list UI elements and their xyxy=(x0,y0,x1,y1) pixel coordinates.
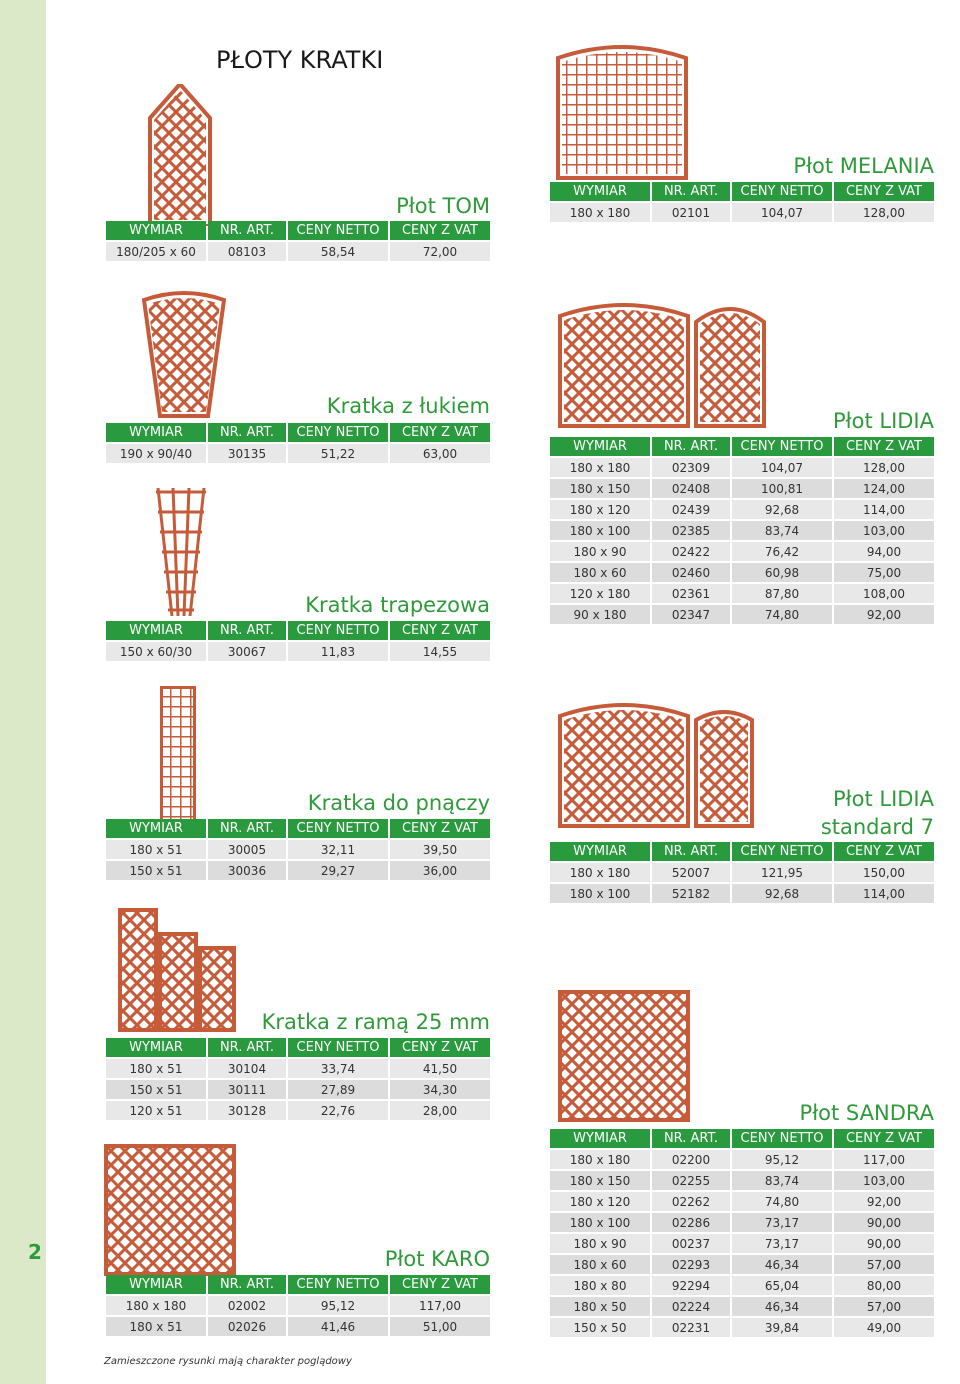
table-row xyxy=(550,1255,934,1274)
table-cell: 114,00 xyxy=(834,500,934,519)
kratka-lukiem-table xyxy=(104,421,492,465)
table-cell: 180 x 180 xyxy=(550,1150,650,1169)
table-cell: 121,95 xyxy=(732,863,832,882)
table-cell: 02408 xyxy=(652,479,730,498)
table-row xyxy=(550,500,934,519)
table-cell: 74,80 xyxy=(732,1192,832,1211)
table-cell: 39,84 xyxy=(732,1318,832,1337)
table-cell: 02439 xyxy=(652,500,730,519)
table-cell: 02286 xyxy=(652,1213,730,1232)
table-cell: 36,00 xyxy=(390,861,490,880)
table-cell: 34,30 xyxy=(390,1080,490,1099)
table-row xyxy=(550,203,934,222)
table-cell: 02200 xyxy=(652,1150,730,1169)
table-cell: 51,22 xyxy=(288,444,388,463)
table-cell: 94,00 xyxy=(834,542,934,561)
table-row xyxy=(550,1297,934,1316)
lidia-illustration-narrow xyxy=(694,300,766,428)
table-header-row xyxy=(106,423,490,442)
table-header-row xyxy=(550,182,934,201)
table-cell: 65,04 xyxy=(732,1276,832,1295)
table-cell: 180 x 51 xyxy=(106,1317,206,1336)
table-row xyxy=(106,1059,490,1078)
table-cell: 41,50 xyxy=(390,1059,490,1078)
table-cell: 95,12 xyxy=(288,1296,388,1315)
kratka-lukiem-title: Kratka z łukiem xyxy=(326,394,490,418)
table-cell: 27,89 xyxy=(288,1080,388,1099)
table-cell: 57,00 xyxy=(834,1255,934,1274)
table-cell: 180 x 51 xyxy=(106,1059,206,1078)
table-cell: 14,55 xyxy=(390,642,490,661)
page-title: PŁOTY KRATKI xyxy=(216,46,384,74)
table-cell: 117,00 xyxy=(834,1150,934,1169)
lidia-standard-illustration-wide xyxy=(558,702,690,828)
table-row xyxy=(550,584,934,603)
table-cell: 124,00 xyxy=(834,479,934,498)
table-cell: 41,46 xyxy=(288,1317,388,1336)
table-row xyxy=(550,458,934,477)
kratka-trapezowa-table xyxy=(104,619,492,663)
lidia-illustration-wide xyxy=(558,302,690,428)
table-cell: 150 x 60/30 xyxy=(106,642,206,661)
table-cell: 30067 xyxy=(208,642,286,661)
column-header: NR. ART. xyxy=(208,621,286,640)
melania-table xyxy=(548,180,936,224)
tom-table xyxy=(104,219,492,263)
column-header: CENY Z VAT xyxy=(390,621,490,640)
kratka-pnaczy-illustration xyxy=(160,686,196,826)
table-cell: 180 x 60 xyxy=(550,563,650,582)
table-cell: 180 x 100 xyxy=(550,521,650,540)
table-row xyxy=(550,605,934,624)
table-row xyxy=(106,642,490,661)
table-cell: 57,00 xyxy=(834,1297,934,1316)
kratka-pnaczy-table xyxy=(104,817,492,882)
table-cell: 103,00 xyxy=(834,1171,934,1190)
sidebar-strip xyxy=(0,0,46,1384)
table-row xyxy=(550,1171,934,1190)
column-header: WYMIAR xyxy=(106,221,206,240)
table-cell: 180 x 60 xyxy=(550,1255,650,1274)
table-cell: 32,11 xyxy=(288,840,388,859)
table-row xyxy=(550,1234,934,1253)
column-header: CENY NETTO xyxy=(288,423,388,442)
table-cell: 30111 xyxy=(208,1080,286,1099)
table-cell: 49,00 xyxy=(834,1318,934,1337)
table-cell: 30128 xyxy=(208,1101,286,1120)
table-cell: 128,00 xyxy=(834,458,934,477)
table-cell: 76,42 xyxy=(732,542,832,561)
column-header: WYMIAR xyxy=(106,621,206,640)
tom-illustration xyxy=(148,84,212,226)
table-row xyxy=(550,1192,934,1211)
table-cell: 30104 xyxy=(208,1059,286,1078)
table-cell: 46,34 xyxy=(732,1255,832,1274)
table-cell: 02255 xyxy=(652,1171,730,1190)
table-cell: 46,34 xyxy=(732,1297,832,1316)
table-cell: 80,00 xyxy=(834,1276,934,1295)
column-header: CENY Z VAT xyxy=(834,1129,934,1148)
table-row xyxy=(550,1213,934,1232)
table-cell: 87,80 xyxy=(732,584,832,603)
table-cell: 180 x 150 xyxy=(550,1171,650,1190)
kratka-pnaczy-title: Kratka do pnączy xyxy=(307,791,490,815)
table-cell: 02293 xyxy=(652,1255,730,1274)
table-header-row xyxy=(550,1129,934,1148)
table-row xyxy=(106,1317,490,1336)
column-header: CENY Z VAT xyxy=(390,819,490,838)
table-row xyxy=(550,1318,934,1337)
table-row xyxy=(106,444,490,463)
column-header: NR. ART. xyxy=(208,221,286,240)
lidia-standard-title-line1: Płot LIDIA xyxy=(832,787,934,811)
kratka-rama-illustration xyxy=(116,906,236,1034)
table-row xyxy=(106,1101,490,1120)
table-row xyxy=(550,863,934,882)
sandra-title: Płot SANDRA xyxy=(799,1101,934,1125)
column-header: NR. ART. xyxy=(652,1129,730,1148)
column-header: CENY NETTO xyxy=(288,819,388,838)
column-header: CENY Z VAT xyxy=(390,221,490,240)
footnote: Zamieszczone rysunki mają charakter poglądowy xyxy=(104,1356,352,1367)
lidia-title: Płot LIDIA xyxy=(832,409,934,433)
table-header-row xyxy=(550,437,934,456)
melania-title: Płot MELANIA xyxy=(793,154,934,178)
column-header: NR. ART. xyxy=(208,423,286,442)
table-cell: 60,98 xyxy=(732,563,832,582)
table-cell: 120 x 180 xyxy=(550,584,650,603)
table-cell: 104,07 xyxy=(732,203,832,222)
table-cell: 104,07 xyxy=(732,458,832,477)
table-cell: 150 x 51 xyxy=(106,1080,206,1099)
table-header-row xyxy=(106,819,490,838)
sandra-table xyxy=(548,1127,936,1339)
table-cell: 02460 xyxy=(652,563,730,582)
table-cell: 02309 xyxy=(652,458,730,477)
table-header-row xyxy=(106,221,490,240)
table-cell: 100,81 xyxy=(732,479,832,498)
table-cell: 180 x 180 xyxy=(550,458,650,477)
table-cell: 180 x 180 xyxy=(106,1296,206,1315)
table-cell: 02002 xyxy=(208,1296,286,1315)
column-header: NR. ART. xyxy=(208,1038,286,1057)
table-cell: 92294 xyxy=(652,1276,730,1295)
table-cell: 11,83 xyxy=(288,642,388,661)
column-header: CENY Z VAT xyxy=(834,842,934,861)
table-cell: 30005 xyxy=(208,840,286,859)
table-cell: 117,00 xyxy=(390,1296,490,1315)
table-cell: 52182 xyxy=(652,884,730,903)
column-header: CENY NETTO xyxy=(732,437,832,456)
kratka-rama-table xyxy=(104,1036,492,1122)
column-header: CENY Z VAT xyxy=(834,182,934,201)
karo-title: Płot KARO xyxy=(384,1247,490,1271)
table-cell: 30036 xyxy=(208,861,286,880)
table-cell: 02101 xyxy=(652,203,730,222)
table-cell: 74,80 xyxy=(732,605,832,624)
table-cell: 180 x 120 xyxy=(550,500,650,519)
column-header: NR. ART. xyxy=(652,842,730,861)
table-cell: 02224 xyxy=(652,1297,730,1316)
table-cell: 180 x 50 xyxy=(550,1297,650,1316)
sandra-illustration xyxy=(558,990,690,1122)
table-cell: 39,50 xyxy=(390,840,490,859)
table-cell: 150 x 51 xyxy=(106,861,206,880)
column-header: WYMIAR xyxy=(550,182,650,201)
table-cell: 120 x 51 xyxy=(106,1101,206,1120)
column-header: WYMIAR xyxy=(550,1129,650,1148)
kratka-lukiem-illustration xyxy=(142,290,226,418)
table-row xyxy=(550,1276,934,1295)
table-cell: 180/205 x 60 xyxy=(106,242,206,261)
kratka-rama-title: Kratka z ramą 25 mm xyxy=(261,1010,490,1034)
table-cell: 22,76 xyxy=(288,1101,388,1120)
table-cell: 95,12 xyxy=(732,1150,832,1169)
table-cell: 02361 xyxy=(652,584,730,603)
table-cell: 02026 xyxy=(208,1317,286,1336)
column-header: CENY Z VAT xyxy=(390,1275,490,1294)
table-row xyxy=(550,521,934,540)
melania-illustration xyxy=(556,44,688,180)
table-cell: 90 x 180 xyxy=(550,605,650,624)
column-header: CENY NETTO xyxy=(732,842,832,861)
column-header: NR. ART. xyxy=(208,819,286,838)
column-header: WYMIAR xyxy=(550,842,650,861)
column-header: WYMIAR xyxy=(106,819,206,838)
column-header: WYMIAR xyxy=(106,1275,206,1294)
table-cell: 63,00 xyxy=(390,444,490,463)
table-cell: 02262 xyxy=(652,1192,730,1211)
table-cell: 92,68 xyxy=(732,884,832,903)
table-row xyxy=(106,1080,490,1099)
kratka-trapezowa-illustration xyxy=(150,484,212,618)
column-header: NR. ART. xyxy=(208,1275,286,1294)
column-header: WYMIAR xyxy=(106,423,206,442)
table-cell: 28,00 xyxy=(390,1101,490,1120)
table-cell: 180 x 150 xyxy=(550,479,650,498)
page-number: 2 xyxy=(28,1240,42,1264)
table-cell: 180 x 80 xyxy=(550,1276,650,1295)
column-header: CENY Z VAT xyxy=(834,437,934,456)
table-cell: 02422 xyxy=(652,542,730,561)
table-cell: 108,00 xyxy=(834,584,934,603)
table-cell: 75,00 xyxy=(834,563,934,582)
column-header: WYMIAR xyxy=(106,1038,206,1057)
table-cell: 103,00 xyxy=(834,521,934,540)
table-cell: 00237 xyxy=(652,1234,730,1253)
lidia-table xyxy=(548,435,936,626)
lidia-standard-illustration-narrow xyxy=(694,708,754,828)
table-header-row xyxy=(550,842,934,861)
table-row xyxy=(106,840,490,859)
table-cell: 72,00 xyxy=(390,242,490,261)
table-cell: 150 x 50 xyxy=(550,1318,650,1337)
karo-table xyxy=(104,1273,492,1338)
table-cell: 180 x 120 xyxy=(550,1192,650,1211)
table-cell: 180 x 90 xyxy=(550,542,650,561)
table-cell: 180 x 90 xyxy=(550,1234,650,1253)
column-header: CENY NETTO xyxy=(288,1275,388,1294)
column-header: CENY Z VAT xyxy=(390,423,490,442)
tom-title: Płot TOM xyxy=(396,194,490,218)
table-cell: 30135 xyxy=(208,444,286,463)
column-header: CENY NETTO xyxy=(288,221,388,240)
karo-illustration xyxy=(104,1144,236,1276)
column-header: WYMIAR xyxy=(550,437,650,456)
table-row xyxy=(106,861,490,880)
table-row xyxy=(106,1296,490,1315)
table-cell: 73,17 xyxy=(732,1234,832,1253)
column-header: CENY NETTO xyxy=(288,1038,388,1057)
table-cell: 73,17 xyxy=(732,1213,832,1232)
table-cell: 90,00 xyxy=(834,1234,934,1253)
table-cell: 29,27 xyxy=(288,861,388,880)
table-cell: 51,00 xyxy=(390,1317,490,1336)
table-row xyxy=(550,563,934,582)
table-cell: 08103 xyxy=(208,242,286,261)
table-row xyxy=(550,1150,934,1169)
table-cell: 33,74 xyxy=(288,1059,388,1078)
column-header: CENY Z VAT xyxy=(390,1038,490,1057)
table-cell: 114,00 xyxy=(834,884,934,903)
table-cell: 58,54 xyxy=(288,242,388,261)
lidia-standard-title-line2: standard 7 xyxy=(820,815,934,839)
table-row xyxy=(550,479,934,498)
table-cell: 180 x 180 xyxy=(550,203,650,222)
table-cell: 180 x 51 xyxy=(106,840,206,859)
table-cell: 02347 xyxy=(652,605,730,624)
column-header: CENY NETTO xyxy=(732,182,832,201)
table-cell: 90,00 xyxy=(834,1213,934,1232)
table-cell: 150,00 xyxy=(834,863,934,882)
table-header-row xyxy=(106,1038,490,1057)
table-cell: 128,00 xyxy=(834,203,934,222)
table-cell: 190 x 90/40 xyxy=(106,444,206,463)
table-cell: 92,68 xyxy=(732,500,832,519)
table-cell: 180 x 180 xyxy=(550,863,650,882)
lidia-standard-table xyxy=(548,840,936,905)
table-cell: 52007 xyxy=(652,863,730,882)
column-header: CENY NETTO xyxy=(288,621,388,640)
table-row xyxy=(550,884,934,903)
column-header: NR. ART. xyxy=(652,437,730,456)
table-row xyxy=(550,542,934,561)
table-header-row xyxy=(106,1275,490,1294)
table-cell: 02385 xyxy=(652,521,730,540)
table-header-row xyxy=(106,621,490,640)
table-cell: 92,00 xyxy=(834,605,934,624)
table-cell: 92,00 xyxy=(834,1192,934,1211)
kratka-trapezowa-title: Kratka trapezowa xyxy=(305,593,490,617)
table-row xyxy=(106,242,490,261)
table-cell: 180 x 100 xyxy=(550,1213,650,1232)
table-cell: 83,74 xyxy=(732,521,832,540)
column-header: NR. ART. xyxy=(652,182,730,201)
table-cell: 180 x 100 xyxy=(550,884,650,903)
table-cell: 02231 xyxy=(652,1318,730,1337)
table-cell: 83,74 xyxy=(732,1171,832,1190)
column-header: CENY NETTO xyxy=(732,1129,832,1148)
